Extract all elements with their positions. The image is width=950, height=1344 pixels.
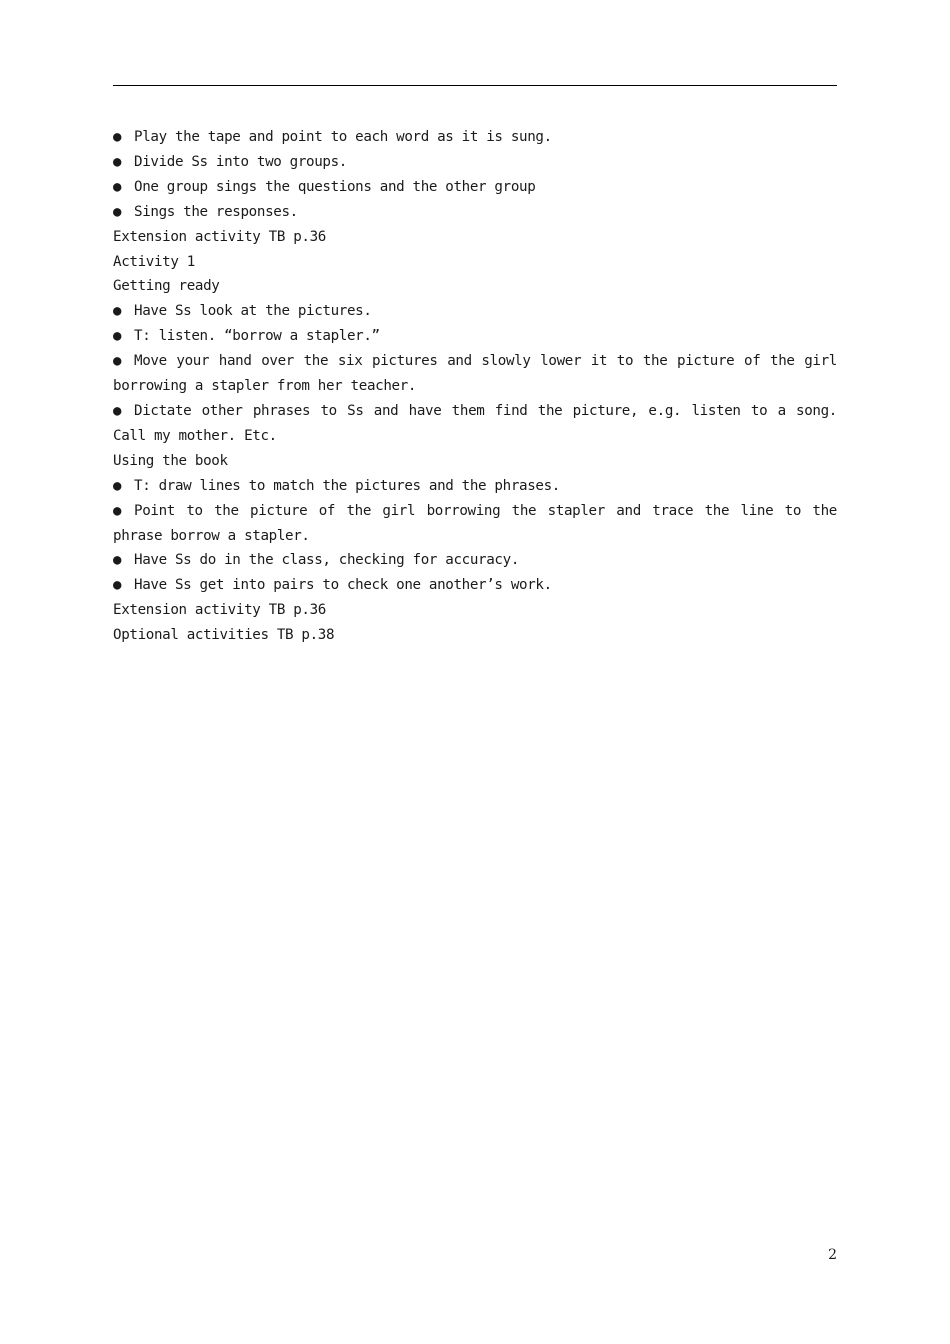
bullet-icon: ●	[113, 178, 122, 195]
bullet-icon: ●	[113, 477, 122, 494]
text-line: ● T: listen. “borrow a stapler.”	[113, 324, 837, 349]
text-line: ● Sings the responses.	[113, 200, 837, 225]
text-line: ● Have Ss do in the class, checking for accuracy.	[113, 548, 837, 573]
bullet-icon: ●	[113, 577, 122, 594]
bullet-icon: ●	[113, 203, 122, 220]
document-body	[113, 125, 846, 648]
text-line: Extension activity TB p.36	[113, 602, 326, 619]
bullet-icon: ●	[113, 402, 122, 419]
bullet-icon: ●	[113, 353, 122, 370]
bullet-icon: ●	[113, 552, 122, 569]
bullet-icon: ●	[113, 328, 122, 345]
section-heading: Using the book	[113, 452, 228, 469]
text-line: ● Have Ss look at the pictures.	[113, 299, 837, 324]
bullet-icon: ●	[113, 303, 122, 320]
section-heading: Activity 1	[113, 253, 195, 270]
text-line: ● Point to the picture of the girl borrowing the stapler and trace the line to the phrase borrow a stapler.	[113, 499, 837, 549]
section-heading: Getting ready	[113, 278, 220, 295]
text-line: ● T: draw lines to match the pictures and the phrases.	[113, 474, 837, 499]
bullet-icon: ●	[113, 129, 122, 145]
text-line: Optional activities TB p.38	[113, 627, 335, 644]
text-line: ● One group sings the questions and the other group	[113, 175, 837, 200]
bullet-icon: ●	[113, 502, 122, 519]
text-line: Extension activity TB p.36	[113, 228, 326, 245]
text-line: ● Have Ss get into pairs to check one another’s work.	[113, 573, 837, 598]
header-rule	[113, 85, 837, 86]
text-line: ● Play the tape and point to each word as it is sung.	[113, 125, 837, 150]
page-number: 2	[828, 1247, 837, 1263]
text-line: ● Divide Ss into two groups.	[113, 150, 837, 175]
bullet-icon: ●	[113, 153, 122, 170]
text-line: ● Move your hand over the six pictures and slowly lower it to the picture of the girl borrowing a stapler from her teacher.	[113, 349, 837, 399]
text-line: ● Dictate other phrases to Ss and have them find the picture, e.g. listen to a song. Call my mother. Etc.	[113, 399, 837, 449]
